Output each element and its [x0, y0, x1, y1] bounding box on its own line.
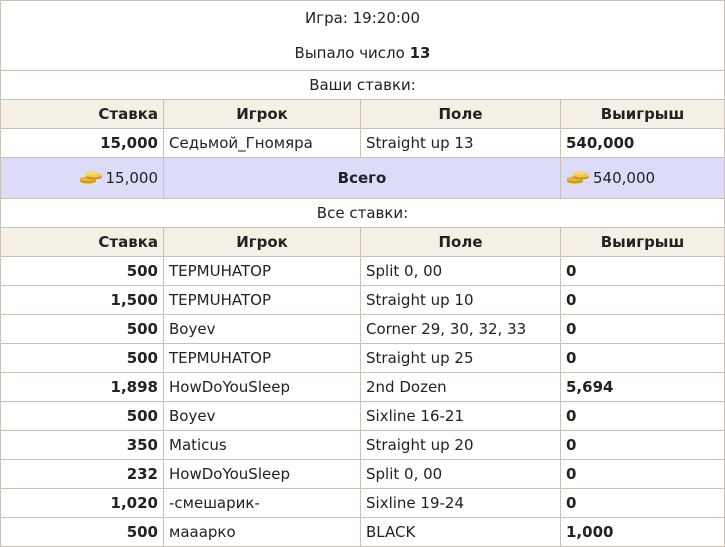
bet-field: Corner 29, 30, 32, 33: [361, 315, 561, 344]
player-name: TEPMUHATOP: [164, 286, 361, 315]
bet-field: Straight up 10: [361, 286, 561, 315]
result-line: [1, 35, 725, 71]
win-amount: 0: [561, 402, 725, 431]
game-time: Игра: 19:20:00: [1, 1, 725, 36]
total-row: [1, 158, 725, 199]
header-player: Игрок: [164, 228, 361, 257]
win-amount: 540,000: [561, 129, 725, 158]
table-row: [1, 489, 725, 518]
table-row: [1, 373, 725, 402]
header-field: Поле: [361, 100, 561, 129]
player-name: Maticus: [164, 431, 361, 460]
bet-amount: 500: [1, 518, 164, 547]
player-name: мааарко: [164, 518, 361, 547]
your-bets-caption: Ваши ставки:: [1, 71, 725, 100]
bet-amount: 500: [1, 402, 164, 431]
bet-amount: 1,898: [1, 373, 164, 402]
player-name: TEPMUHATOP: [164, 257, 361, 286]
player-name: Boyev: [164, 315, 361, 344]
header-win: Выигрыш: [561, 228, 725, 257]
table-row: [1, 518, 725, 547]
table-row: [1, 460, 725, 489]
bet-field: Straight up 13: [361, 129, 561, 158]
player-name: -смешарик-: [164, 489, 361, 518]
total-win-cell: [561, 158, 725, 199]
win-amount: 0: [561, 286, 725, 315]
header-field: Поле: [361, 228, 561, 257]
table-row: [1, 431, 725, 460]
bet-amount: 350: [1, 431, 164, 460]
table-row: [1, 315, 725, 344]
bet-field: Straight up 20: [361, 431, 561, 460]
all-bets-caption: Все ставки:: [1, 199, 725, 228]
bet-field: Sixline 16-21: [361, 402, 561, 431]
win-amount: 0: [561, 460, 725, 489]
player-name: Boyev: [164, 402, 361, 431]
total-label: Всего: [164, 158, 561, 199]
header-win: Выигрыш: [561, 100, 725, 129]
header-bet: Ставка: [1, 228, 164, 257]
total-bet-cell: [1, 158, 164, 199]
bet-field: Sixline 19-24: [361, 489, 561, 518]
header-bet: Ставка: [1, 100, 164, 129]
result-number: 13: [409, 43, 431, 62]
result-label: Выпало число: [294, 43, 405, 62]
bet-amount: 15,000: [1, 129, 164, 158]
bet-amount: 232: [1, 460, 164, 489]
win-amount: 5,694: [561, 373, 725, 402]
bet-amount: 500: [1, 257, 164, 286]
gold-coins-icon: [79, 170, 103, 184]
win-amount: 0: [561, 344, 725, 373]
your-bet-row: [1, 129, 725, 158]
win-amount: 1,000: [561, 518, 725, 547]
player-name: Седьмой_Гномяра: [164, 129, 361, 158]
win-amount: 0: [561, 431, 725, 460]
your-bets-header: [1, 100, 725, 129]
player-name: HowDoYouSleep: [164, 460, 361, 489]
total-win: 540,000: [593, 169, 656, 187]
win-amount: 0: [561, 315, 725, 344]
player-name: TEPMUHATOP: [164, 344, 361, 373]
bet-field: Split 0, 00: [361, 257, 561, 286]
table-row: [1, 344, 725, 373]
header-player: Игрок: [164, 100, 361, 129]
bet-field: Split 0, 00: [361, 460, 561, 489]
player-name: HowDoYouSleep: [164, 373, 361, 402]
bet-amount: 500: [1, 315, 164, 344]
table-row: [1, 286, 725, 315]
table-row: [1, 402, 725, 431]
bet-amount: 1,500: [1, 286, 164, 315]
bet-field: Straight up 25: [361, 344, 561, 373]
win-amount: 0: [561, 489, 725, 518]
bet-amount: 500: [1, 344, 164, 373]
table-row: [1, 257, 725, 286]
bet-field: BLACK: [361, 518, 561, 547]
bet-amount: 1,020: [1, 489, 164, 518]
total-bet: 15,000: [105, 169, 158, 187]
all-bets-header: [1, 228, 725, 257]
win-amount: 0: [561, 257, 725, 286]
bet-field: 2nd Dozen: [361, 373, 561, 402]
gold-coins-icon: [566, 170, 590, 184]
